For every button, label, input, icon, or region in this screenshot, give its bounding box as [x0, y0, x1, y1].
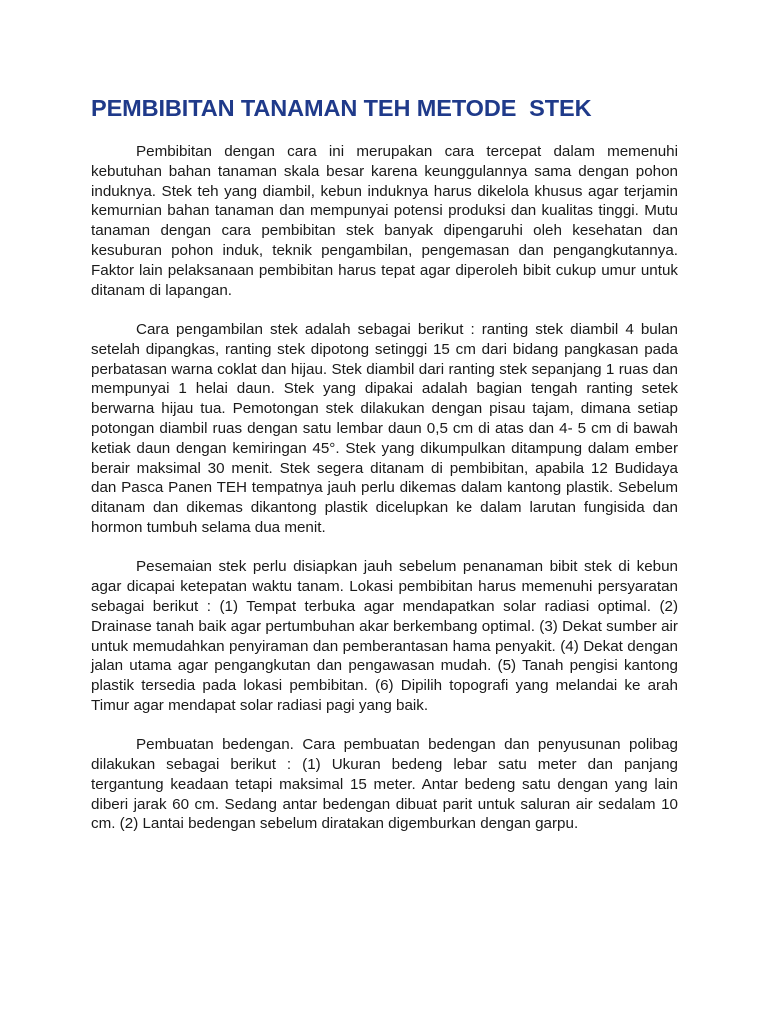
paragraph-2: Cara pengambilan stek adalah sebagai berikut : ranting stek diambil 4 bulan setelah dipangkas, ranting stek dipotong setinggi 15 cm dari bidang pangkasan pada perbatasan warna coklat dan hijau. Stek diambil dari ranting stek sepanjang 1 ruas dan mempunyai 1 helai daun. Stek yang dipakai adalah bagian tengah ranting setek berwarna hijau tua. Pemotongan stek dilakukan dengan pisau tajam, dimana setiap potongan diambil ruas dengan satu lembar daun 0,5 cm di atas dan 4- 5 cm di bawah ketiak daun dengan kemiringan 45°. Stek yang dikumpulkan ditampung dalam ember berair maksimal 30 menit. Stek segera ditanam di pembibitan, apabila 12 Budidaya dan Pasca Panen TEH tempatnya jauh perlu dikemas dalam kantong plastik. Sebelum ditanam dan dikemas dikantong plastik dicelupkan ke dalam larutan fungisida dan hormon tumbuh selama dua menit.: [91, 320, 678, 536]
document-title: PEMBIBITAN TANAMAN TEH METODE STEK: [91, 95, 592, 121]
paragraph-1: Pembibitan dengan cara ini merupakan cara tercepat dalam memenuhi kebutuhan bahan tanaman skala besar karena keunggulannya sama dengan pohon induknya. Stek teh yang diambil, kebun induknya harus dikelola khusus agar terjamin kemurnian bahan tanaman dan mempunyai potensi produksi dan kualitas tinggi. Mutu tanaman dengan cara pembibitan stek banyak dipengaruhi oleh kesehatan dan kesuburan pohon induk, teknik pengambilan, pengemasan dan pengangkutannya. Faktor lain pelaksanaan pembibitan harus tepat agar diperoleh bibit cukup umur untuk ditanam di lapangan.: [91, 143, 678, 299]
paragraph-3: Pesemaian stek perlu disiapkan jauh sebelum penanaman bibit stek di kebun agar dicapai ketepatan waktu tanam. Lokasi pembibitan harus memenuhi persyaratan sebagai berikut : (1) Tempat terbuka agar mendapatkan solar radiasi optimal. (2) Drainase tanah baik agar pertumbuhan akar berkembang optimal. (3) Dekat sumber air untuk memudahkan penyiraman dan pemberantasan hama penyakit. (4) Dekat dengan jalan utama agar pengangkutan dan pengawasan mudah. (5) Tanah pengisi kantong plastik tersedia pada lokasi pembibitan. (6) Dipilih topografi yang melandai ke arah Timur agar mendapat solar radiasi pagi yang baik.: [91, 558, 678, 714]
document-body: [91, 142, 678, 854]
paragraph-4: Pembuatan bedengan. Cara pembuatan bedengan dan penyusunan polibag dilakukan sebagai berikut : (1) Ukuran bedeng lebar satu meter dan panjang tergantung keadaan tetapi maksimal 15 meter. Antar bedeng satu dengan yang lain diberi jarak 60 cm. Sedang antar bedengan dibuat parit untuk saluran air sedalam 10 cm. (2) Lantai bedengan sebelum diratakan digemburkan dengan garpu.: [91, 736, 678, 833]
